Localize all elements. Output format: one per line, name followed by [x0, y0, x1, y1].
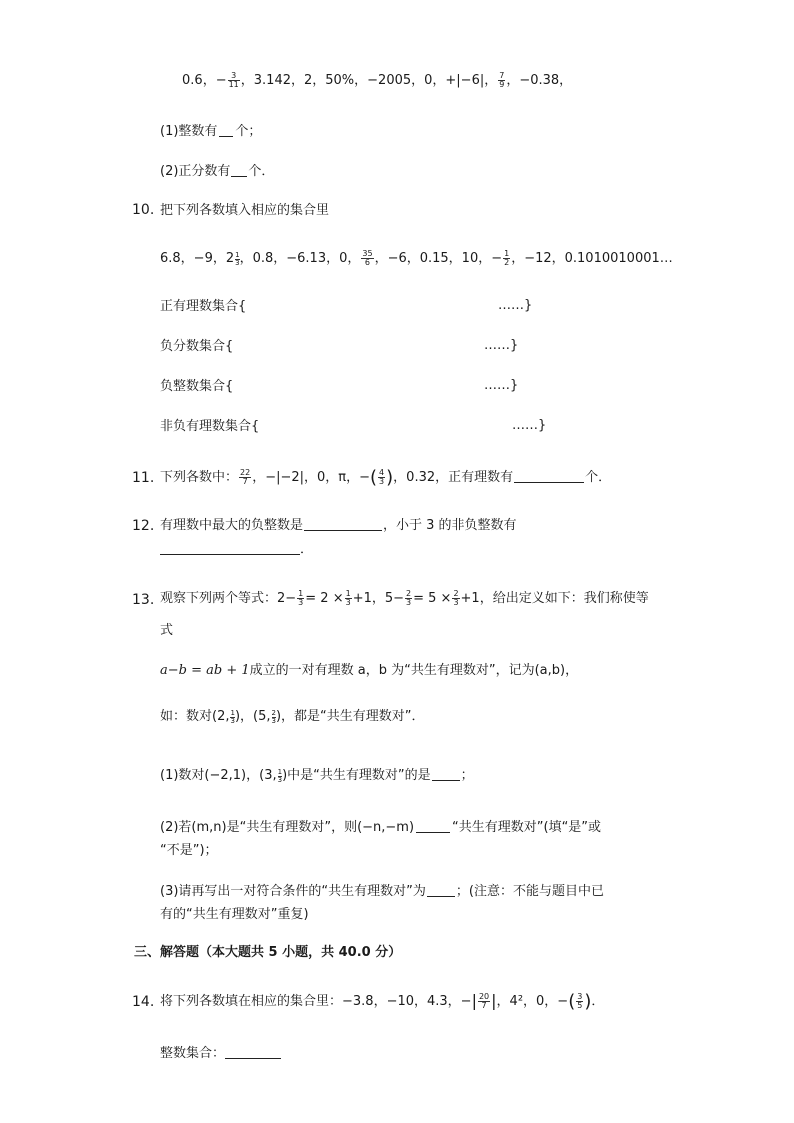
fraction: $\frac{1}{3}$ [298, 589, 304, 607]
fraction: $\frac{2}{3}$ [453, 589, 459, 607]
set-nonnegative-rational-end: ……} [512, 418, 547, 433]
q13-example: 如：数对(2, $\frac{1}{3}$ )，(5, $\frac{2}{3}$ )，都是“共生有理数对”． [160, 709, 425, 725]
q12-line2: ． [160, 540, 313, 559]
answer-blank[interactable] [160, 540, 300, 555]
question-number: 11. [132, 470, 155, 486]
answer-blank[interactable] [514, 468, 584, 483]
set-negative-integer-end: ……} [484, 378, 519, 393]
q9-text: ，−0.38， [506, 73, 573, 88]
fraction: $\frac{1}{3}$ [235, 251, 240, 267]
fraction: $\frac{1}{3}$ [230, 709, 235, 725]
q13-sub3: (3)请再写出一对符合条件的“共生有理数对”为 ；(注意：不能与题目中已 [160, 884, 604, 899]
fraction: $\frac{1}{3}$ [277, 768, 283, 784]
q13-sub2: (2)若(m,n)是“共生有理数对”，则(−n,−m) “共生有理数对”(填“是”或 [160, 820, 602, 835]
answer-blank[interactable] [427, 882, 455, 897]
q10-number-list: 6.8，−9，2 $\frac{1}{3}$ ，0.8，−6.13，0， $\frac{35}{6}$ ，−6，0.15，10，− $\frac{1}{2}$ ，−12，0.1010010001… [160, 249, 673, 267]
fraction: $\frac{20}{7}$ [478, 992, 490, 1010]
fraction: $\frac{1}{2}$ [504, 249, 510, 267]
q9-text: ，− [202, 73, 227, 88]
q14-stem: 将下列各数填在相应的集合里：−3.8，−10，4.3，−| $\frac{20}{7}$ |，4²，0，−( $\frac{3}{5}$ )． [160, 991, 605, 1012]
question-number: 10. [132, 202, 155, 218]
q13-stem: 观察下列两个等式：2− $\frac{1}{3}$ = 2 × $\frac{1}{3}$ +1，5− $\frac{2}{3}$ = 5 × $\frac{2}{3}$ +1，给出定义如下：我们称使等 [160, 589, 649, 607]
q13-definition: a−b = ab + 1成立的一对有理数 a，b 为“共生有理数对”，记为(a,b)， [160, 663, 579, 678]
fraction: $\frac{2}{3}$ [406, 589, 412, 607]
set-nonnegative-rational-label: 非负有理数集合{ [160, 419, 260, 434]
fraction: $\frac{7}{9}$ [499, 71, 505, 89]
set-positive-rational-end: ……} [498, 298, 533, 313]
question-stem: 把下列各数填入相应的集合里 [160, 203, 330, 218]
q9-text: ，3.142，2，50%，−2005，0，+|−6|， [240, 73, 498, 88]
question-number: 12. [132, 518, 155, 534]
fraction: $\frac{22}{7}$ [240, 468, 251, 486]
fraction: $\frac{35}{6}$ [362, 249, 373, 267]
question-number: 14. [132, 994, 155, 1010]
q11-stem: 下列各数中： $\frac{22}{7}$ ，−|−2|，0，π，−( $\frac{4}{3}$ )，0.32，正有理数有 个． [160, 467, 612, 488]
q14-integer-set: 整数集合： [160, 1044, 281, 1063]
q13-sub2-line2: “不是”)； [160, 843, 218, 858]
answer-blank[interactable] [432, 766, 460, 781]
fraction: $\frac{3}{11}$ [228, 71, 239, 89]
q13-stem-line2: 式 [160, 623, 174, 638]
fraction: $\frac{4}{3}$ [379, 468, 385, 486]
q9-sub1: (1)整数有 个； [160, 124, 262, 139]
fraction: $\frac{1}{3}$ [345, 589, 351, 607]
q13-sub1: (1)数对(−2,1)，(3, $\frac{1}{3}$ )中是“共生有理数对”的是 ； [160, 768, 474, 784]
answer-blank[interactable] [219, 122, 233, 137]
question-number: 13. [132, 592, 155, 608]
q12-stem: 有理数中最大的负整数是 ，小于 3 的非负整数有 [160, 518, 517, 533]
answer-blank[interactable] [225, 1044, 281, 1059]
q9-number-list [182, 72, 572, 90]
set-negative-fraction-label: 负分数集合{ [160, 339, 234, 354]
q9-sub2: (2)正分数有 个． [160, 164, 275, 179]
fraction: $\frac{2}{3}$ [271, 709, 276, 725]
set-positive-rational-label: 正有理数集合{ [160, 299, 247, 314]
set-negative-integer-label: 负整数集合{ [160, 379, 234, 394]
set-negative-fraction-end: ……} [484, 338, 519, 353]
fraction: $\frac{3}{5}$ [577, 992, 583, 1010]
answer-blank[interactable] [304, 516, 382, 531]
q9-text: 0.6 [182, 73, 203, 88]
answer-blank[interactable] [416, 818, 450, 833]
section-heading: 三、解答题（本大题共 5 小题，共 40.0 分） [134, 945, 402, 960]
q13-sub3-line2: 有的“共生有理数对”重复) [160, 907, 309, 922]
answer-blank[interactable] [231, 162, 247, 177]
